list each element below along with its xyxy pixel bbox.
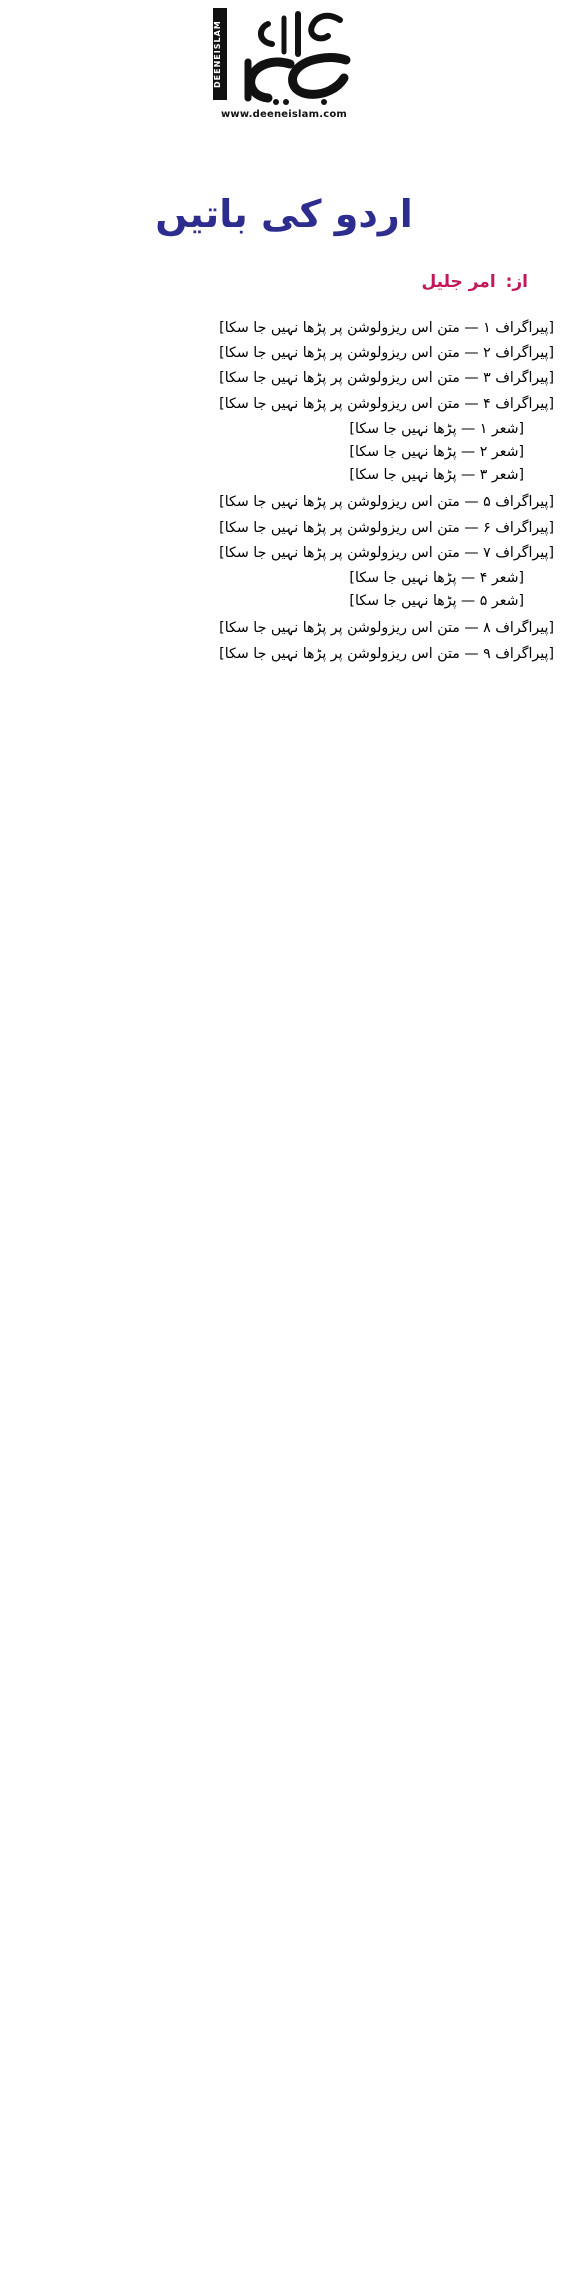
verse-line: [شعر ۵ — پڑھا نہیں جا سکا] bbox=[349, 593, 524, 610]
body-paragraph: [پیراگراف ۶ — متن اس ریزولوشن پر پڑھا نہیں جا سکا] bbox=[219, 519, 554, 536]
logo-calligraphy-icon bbox=[228, 2, 356, 107]
body-paragraph: [پیراگراف ۸ — متن اس ریزولوشن پر پڑھا نہیں جا سکا] bbox=[219, 620, 554, 637]
verse-line: [شعر ۳ — پڑھا نہیں جا سکا] bbox=[349, 467, 524, 484]
site-logo-block bbox=[0, 0, 568, 122]
body-paragraph: [پیراگراف ۲ — متن اس ریزولوشن پر پڑھا نہیں جا سکا] bbox=[219, 345, 554, 362]
article-byline bbox=[422, 272, 529, 292]
body-paragraph: [پیراگراف ۷ — متن اس ریزولوشن پر پڑھا نہیں جا سکا] bbox=[219, 544, 554, 561]
body-paragraph: [پیراگراف ۹ — متن اس ریزولوشن پر پڑھا نہیں جا سکا] bbox=[219, 645, 554, 662]
article-title: اردو کی باتیں bbox=[155, 192, 413, 236]
author-name: امر جلیل bbox=[421, 272, 496, 292]
byline-label: از: bbox=[505, 272, 528, 292]
verse-block bbox=[14, 419, 554, 487]
verse-block bbox=[14, 568, 554, 612]
body-paragraph: [پیراگراف ۴ — متن اس ریزولوشن پر پڑھا نہیں جا سکا] bbox=[219, 395, 554, 412]
verse-line: [شعر ۲ — پڑھا نہیں جا سکا] bbox=[349, 444, 524, 461]
body-paragraph: [پیراگراف ۵ — متن اس ریزولوشن پر پڑھا نہیں جا سکا] bbox=[219, 494, 554, 511]
site-logo[interactable] bbox=[210, 2, 358, 107]
article-body bbox=[14, 318, 554, 2288]
body-paragraph: [پیراگراف ۳ — متن اس ریزولوشن پر پڑھا نہیں جا سکا] bbox=[219, 370, 554, 387]
body-paragraph: [پیراگراف ۱ — متن اس ریزولوشن پر پڑھا نہیں جا سکا] bbox=[219, 320, 554, 336]
verse-line: [شعر ۱ — پڑھا نہیں جا سکا] bbox=[349, 420, 524, 437]
verse-line: [شعر ۴ — پڑھا نہیں جا سکا] bbox=[349, 570, 524, 587]
site-url[interactable]: www.deeneislam.com bbox=[220, 109, 348, 120]
logo-side-text: DEENEISLAM bbox=[213, 8, 227, 100]
